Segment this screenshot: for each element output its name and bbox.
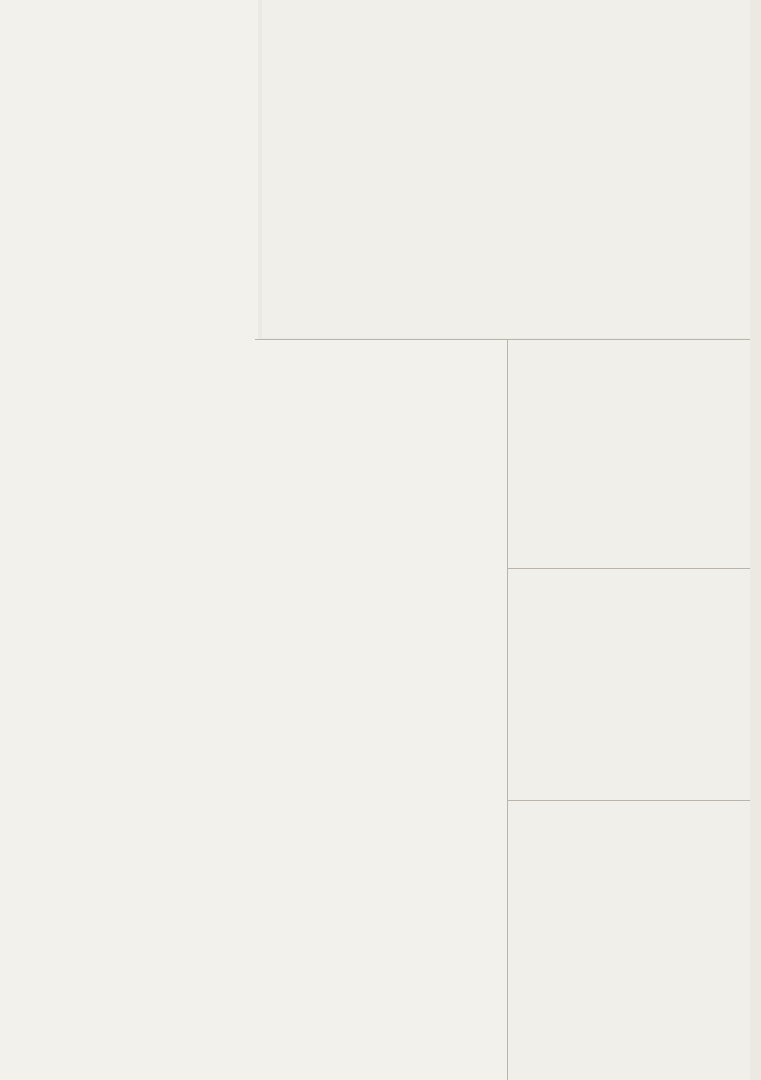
left-column-text	[3, 3, 253, 7]
right-upper-clipping	[508, 340, 750, 568]
right-lower-clipping	[508, 801, 750, 1080]
top-rotated-clipping	[262, 0, 750, 338]
left-column-clipping	[0, 0, 258, 1080]
right-middle-clipping	[508, 569, 750, 800]
middle-column-clipping	[255, 340, 507, 1080]
middle-column-text	[258, 342, 504, 346]
